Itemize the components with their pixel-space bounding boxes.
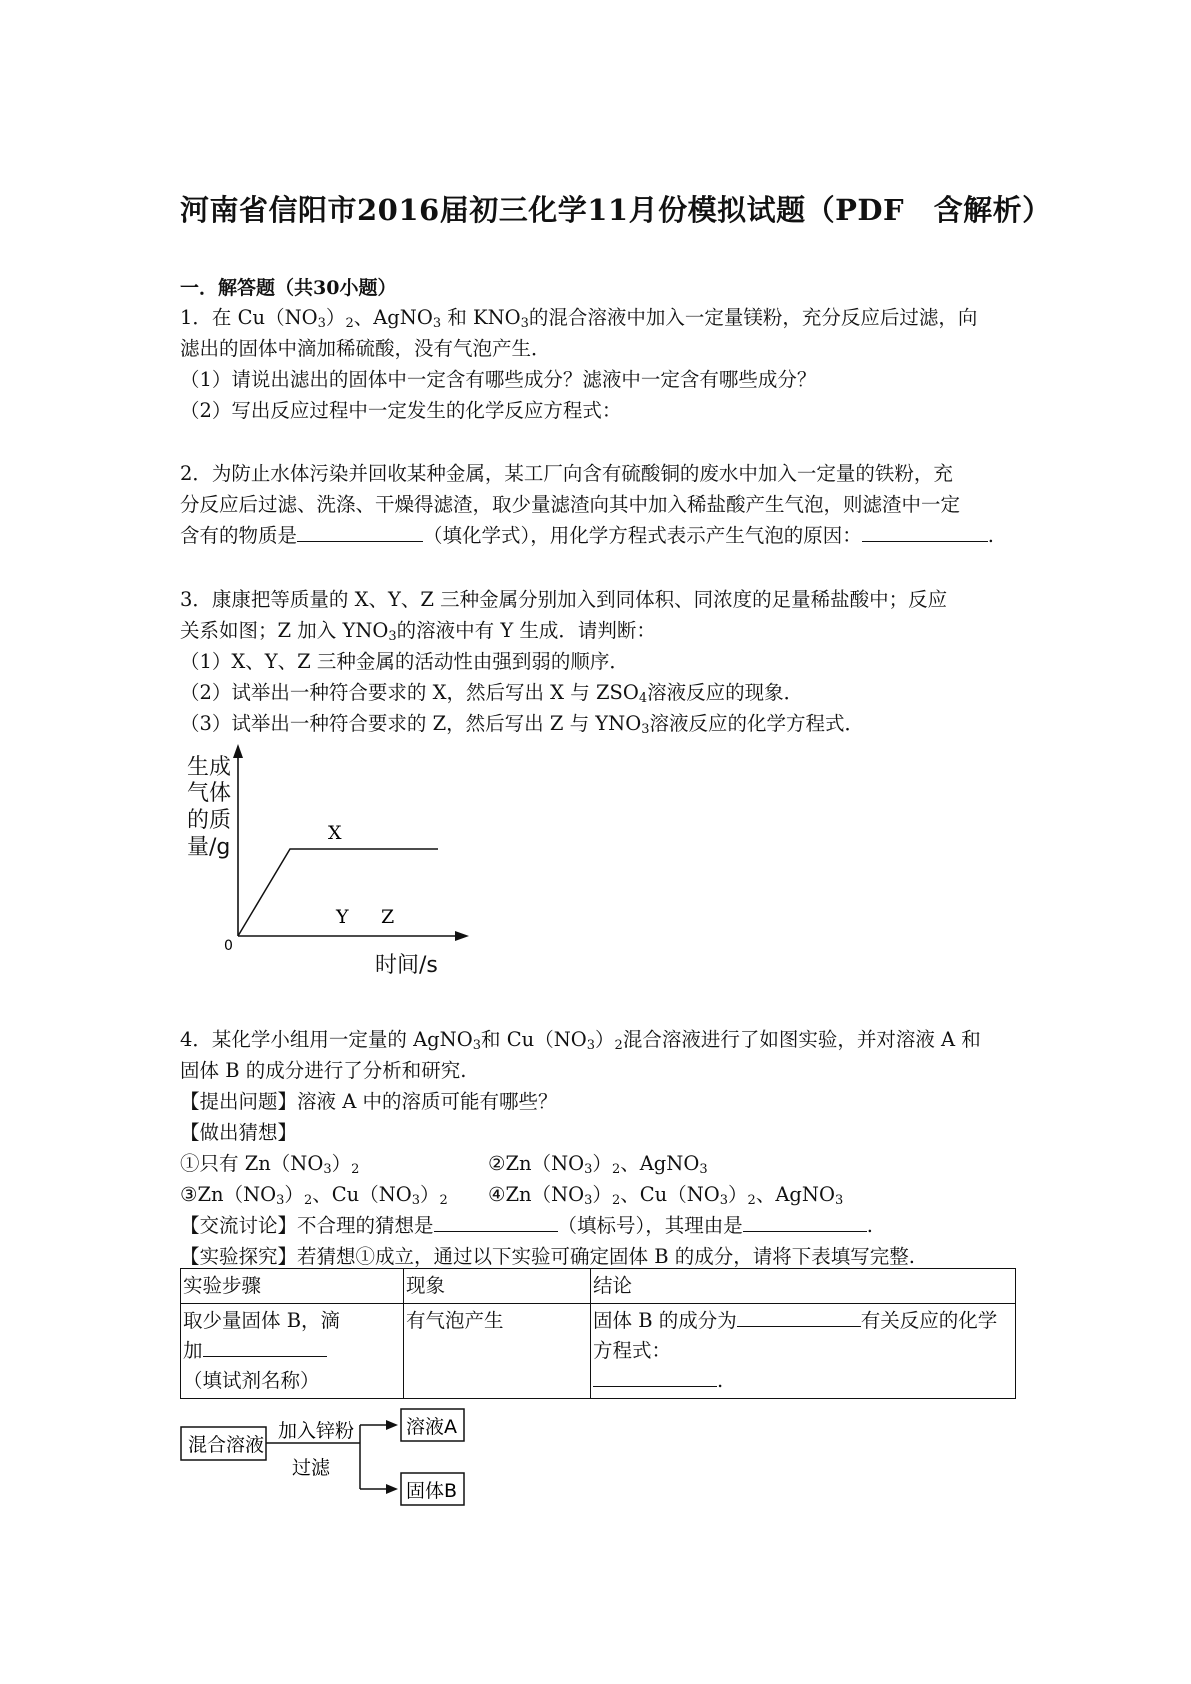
reaction-graph [175,740,475,990]
table-cell-phenomenon: 有气泡产生 [404,1304,591,1399]
section-heading: 一．解答题（共30小题） [180,277,397,299]
guess-1: ①只有 $Zn(NO_3)_2$ [180,1152,360,1177]
q4-discussion: 【交流讨论】不合理的猜想是 （填标号），其理由是 . [180,1214,873,1237]
table-cell-steps: 取少量固体 B，滴 加 （填试剂名称） [181,1304,404,1399]
y-axis-label-line4: 量/g [187,835,231,860]
q2-line1: 2．为防止水体污染并回收某种金属，某工厂向含有硫酸铜的废水中加入一定量的铁粉，充 [180,462,953,485]
table-row [181,1304,1016,1399]
answer-blank[interactable] [203,1337,327,1357]
q1-line4: （2）写出反应过程中一定发生的化学反应方程式： [180,399,622,422]
q3-line5: （3）试举出一种符合要求的 Z，然后写出 Z 与 $YNO_3$溶液反应的化学方程式． [180,712,865,737]
answer-blank[interactable] [737,1307,861,1327]
q4-line3: 【提出问题】溶液 A 中的溶质可能有哪些？ [180,1090,558,1113]
mixed-solution-label: 混合溶液 [188,1434,265,1456]
answer-blank[interactable] [743,1212,867,1232]
q1-line1: 1．在 $Cu(NO_3)_2$、AgNO$_3$ 和 $KNO_3$的混合溶液中加入一定量镁粉，充分反应后过滤，向 [180,306,978,331]
solid-b-label: 固体B [406,1480,458,1502]
q3-line1: 3．康康把等质量的 X、Y、Z 三种金属分别加入到同体积、同浓度的足量稀盐酸中；反应 [180,588,948,611]
q4-line1: 4．某化学小组用一定量的 AgNO$_3$和 $Cu(NO_3)_2$混合溶液进行了如图实验，并对溶液 A 和 [180,1028,981,1053]
arrow-to-solid-b [386,1484,398,1494]
table-header-steps: 实验步骤 [181,1269,404,1304]
q2-line2: 分反应后过滤、洗涤、干燥得滤渣，取少量滤渣向其中加入稀盐酸产生气泡，则滤渣中一定 [180,493,961,516]
origin-label: 0 [224,938,233,954]
q3-line3: （1）X、Y、Z 三种金属的活动性由强到弱的顺序． [180,650,629,673]
x-axis-label: 时间/s [375,953,438,978]
q1-line3: （1）请说出滤出的固体中一定含有哪些成分？滤液中一定含有哪些成分？ [180,368,817,391]
answer-blank[interactable] [593,1367,717,1387]
y-axis-arrow [233,744,243,758]
page-title: 河南省信阳市2016届初三化学11月份模拟试题（PDF 含解析） [180,193,1052,227]
arrow-to-solution-a [386,1420,398,1430]
table-cell-conclusion: 固体 B 的成分为 有关反应的化学 方程式： . [591,1304,1016,1399]
add-zinc-label: 加入锌粉 [278,1420,355,1442]
table-header-row [181,1269,1016,1304]
x-axis-arrow [455,931,469,941]
table-header-phenomenon: 现象 [404,1269,591,1304]
series-z-label: Z [381,906,395,928]
q4-line4: 【做出猜想】 [180,1121,298,1144]
y-axis-label-line1: 生成 [187,755,232,780]
q1-line2: 滤出的固体中滴加稀硫酸，没有气泡产生． [180,337,551,360]
answer-blank[interactable] [862,522,988,542]
q4-experiment: 【实验探究】若猜想①成立，通过以下实验可确定固体 B 的成分，请将下表填写完整. [180,1245,915,1268]
guess-2: $②Zn(NO_3)_2$、AgNO$_3$ [488,1152,708,1177]
filter-label: 过滤 [292,1457,331,1479]
y-axis-label-line3: 的质 [187,808,232,833]
series-x-label: X [328,822,342,844]
table-header-conclusion: 结论 [591,1269,1016,1304]
guess-4: $④Zn(NO_3)_2$、$Cu(NO_3)_2$、AgNO$_3$ [488,1183,844,1208]
y-axis-label-line2: 气体 [187,781,232,806]
q2-line3: 含有的物质是 （填化学式），用化学方程式表示产生气泡的原因： . [180,524,994,547]
solution-a-label: 溶液A [406,1416,457,1438]
experiment-flow-diagram [180,1405,500,1520]
experiment-table [180,1268,1016,1399]
q3-line4: （2）试举出一种符合要求的 X，然后写出 X 与 $ZSO_4$溶液反应的现象． [180,681,804,706]
series-y-label: Y [336,906,349,928]
answer-blank[interactable] [434,1212,558,1232]
q4-line2: 固体 B 的成分进行了分析和研究. [180,1059,467,1082]
guess-3: $③Zn(NO_3)_2$、$Cu(NO_3)_2$ [180,1183,448,1208]
answer-blank[interactable] [297,522,423,542]
q3-line2: 关系如图；Z 加入 $YNO_3$的溶液中有 Y 生成．请判断： [180,619,656,644]
